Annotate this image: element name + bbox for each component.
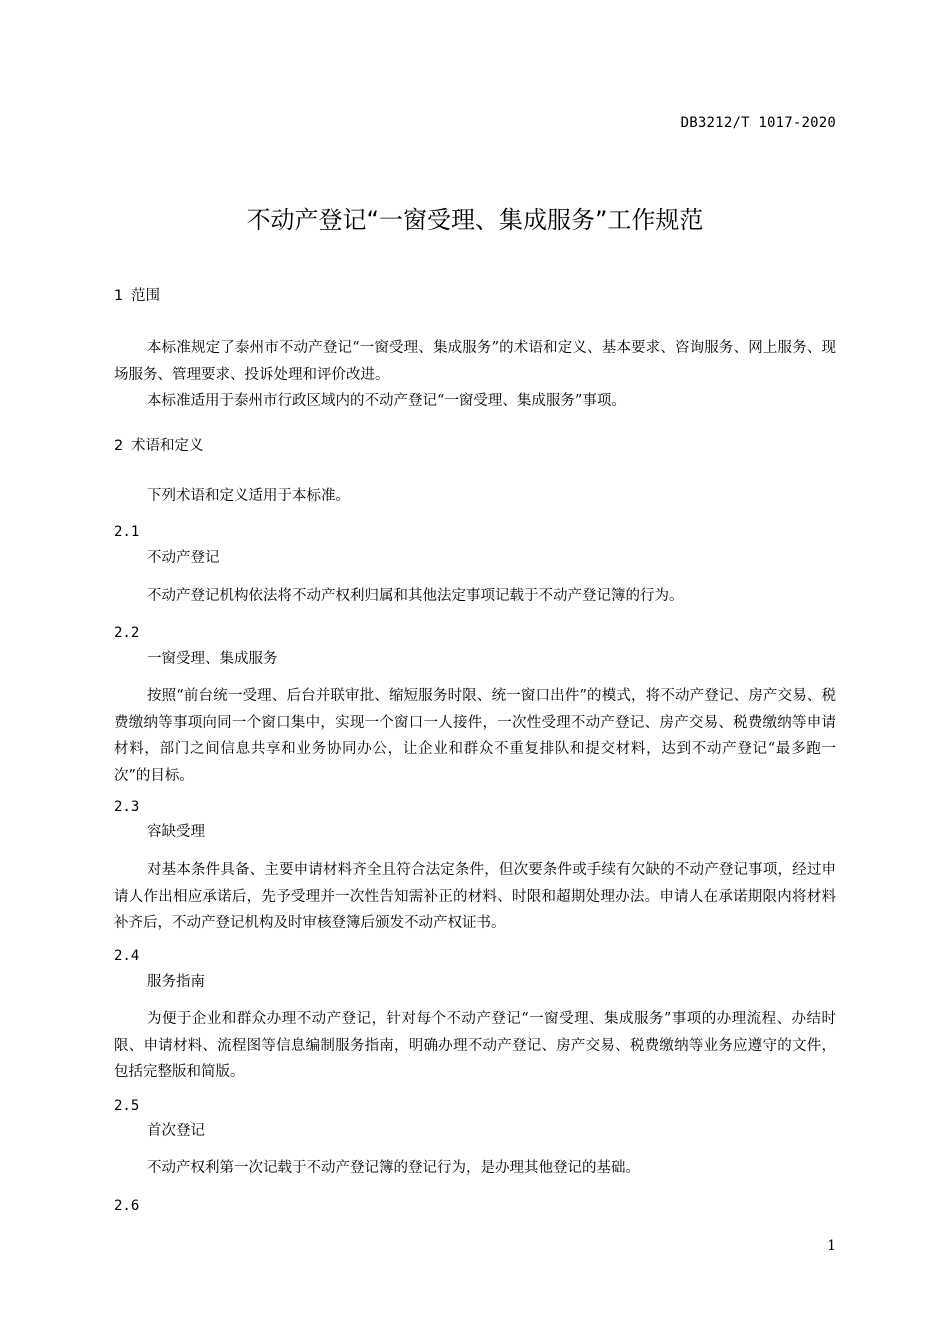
term-2-1-definition: 不动产登记机构依法将不动产权利归属和其他法定事项记载于不动产登记簿的行为。 bbox=[147, 588, 684, 604]
page-number: 1 bbox=[827, 1238, 836, 1254]
term-2-3-number: 2.3 bbox=[114, 799, 140, 815]
term-2-6-number: 2.6 bbox=[114, 1198, 140, 1214]
term-2-1-name: 不动产登记 bbox=[147, 550, 220, 566]
section-1-heading bbox=[114, 286, 160, 306]
section-2-title: 术语和定义 bbox=[131, 438, 204, 454]
section-1-title: 范围 bbox=[131, 288, 160, 304]
term-2-3-name: 容缺受理 bbox=[147, 824, 205, 840]
document-title: 不动产登记“一窗受理、集成服务”工作规范 bbox=[246, 206, 704, 234]
term-2-3-definition: 对基本条件具备、主要申请材料齐全且符合法定条件，但次要条件或手续有欠缺的不动产登记事项，经过申请人作出相应承诺后，先予受理并一次性告知需补正的材料、时限和超期处理办法。申请人在承诺期限内将材料补齐后，不动产登记机构及时审核登簿后颁发不动产权证书。 bbox=[114, 862, 836, 931]
term-2-2-name: 一窗受理、集成服务 bbox=[147, 651, 278, 667]
term-2-4-definition: 为便于企业和群众办理不动产登记，针对每个不动产登记“一窗受理、集成服务”事项的办理流程、办结时限、申请材料、流程图等信息编制服务指南，明确办理不动产登记、房产交易、税费缴纳等业务应遵守的文件，包括完整版和简版。 bbox=[114, 1011, 836, 1080]
term-2-2-number: 2.2 bbox=[114, 625, 140, 641]
term-2-5-name: 首次登记 bbox=[147, 1123, 205, 1139]
section-2-number: 2 bbox=[114, 438, 124, 454]
section-2-intro: 下列术语和定义适用于本标准。 bbox=[147, 488, 350, 504]
term-2-1-number: 2.1 bbox=[114, 524, 140, 540]
section-1-number: 1 bbox=[114, 288, 124, 304]
section-1-paragraph-2: 本标准适用于泰州市行政区域内的不动产登记“一窗受理、集成服务”事项。 bbox=[147, 393, 626, 409]
section-2-heading bbox=[114, 436, 204, 456]
standard-number: DB3212/T 1017-2020 bbox=[680, 115, 836, 131]
term-2-2-definition: 按照“前台统一受理、后台并联审批、缩短服务时限、统一窗口出件”的模式，将不动产登记、房产交易、税费缴纳等事项向同一个窗口集中，实现一个窗口一人接件，一次性受理不动产登记、房产交易、税费缴纳等申请材料，部门之间信息共享和业务协同办公，让企业和群众不重复排队和提交材料，达到不动产登记“最多跑一次”的目标。 bbox=[114, 688, 836, 784]
term-2-5-number: 2.5 bbox=[114, 1098, 140, 1114]
term-2-5-definition: 不动产权利第一次记载于不动产登记簿的登记行为，是办理其他登记的基础。 bbox=[147, 1160, 640, 1176]
term-2-4-name: 服务指南 bbox=[147, 974, 205, 990]
section-1-paragraph-1: 本标准规定了泰州市不动产登记“一窗受理、集成服务”的术语和定义、基本要求、咨询服务、网上服务、现场服务、管理要求、投诉处理和评价改进。 bbox=[114, 340, 836, 383]
term-2-4-number: 2.4 bbox=[114, 948, 140, 964]
